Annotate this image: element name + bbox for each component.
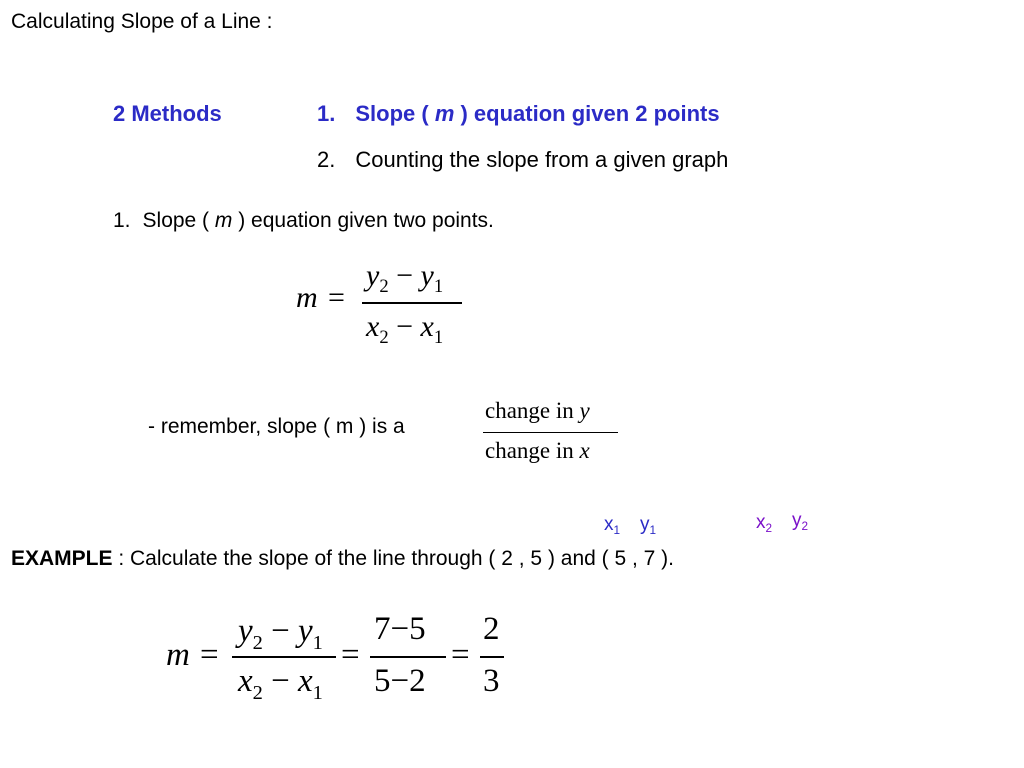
label-x1: x1 — [604, 514, 621, 537]
formula-x1: $x_1$ — [420, 310, 444, 349]
formula-equals: = — [328, 281, 345, 314]
calc-m: m — [166, 637, 190, 673]
formula-y2: $y_2$ — [366, 259, 389, 298]
formula-minus-top: − — [396, 259, 414, 292]
calc-denominator-values: 5−2 — [374, 663, 426, 699]
page-title: Calculating Slope of a Line : — [11, 10, 273, 33]
section-1-number: 1. — [113, 209, 131, 232]
formula-denominator — [366, 310, 444, 349]
label-x2: x2 — [756, 512, 773, 535]
calc-numerator-symbolic: $y_2 - y_1$ — [238, 613, 323, 654]
calc-result-denominator: 3 — [483, 663, 500, 699]
method-item-1 — [317, 101, 720, 127]
calc-denominator-symbolic: $x_2 - x_1$ — [238, 663, 323, 704]
method-2-number: 2. — [317, 147, 336, 172]
label-y1: y1 — [640, 514, 657, 537]
calc-equals-1: = — [200, 637, 219, 673]
example-label: EXAMPLE — [11, 547, 113, 570]
method-1-pre: Slope ( — [355, 101, 435, 126]
section-1-post: ) equation given two points. — [232, 209, 494, 232]
section-1-pre: Slope ( — [142, 209, 215, 232]
example-text: : Calculate the slope of the line through ( 2 , 5 ) and ( 5 , 7 ). — [112, 547, 674, 570]
change-fraction-bar — [483, 432, 618, 433]
example-line — [11, 547, 674, 571]
calc-bar-1 — [232, 656, 336, 658]
change-denominator: change in x — [485, 438, 590, 463]
formula-x2: $x_2$ — [366, 310, 389, 349]
formula-fraction-bar — [362, 302, 462, 304]
formula-y1: $y_1$ — [420, 259, 444, 298]
calc-bar-2 — [370, 656, 446, 658]
formula-m: m — [296, 281, 318, 314]
calc-equals-2: = — [341, 637, 360, 673]
calc-bar-3 — [480, 656, 504, 658]
remember-text: - remember, slope ( m ) is a — [148, 415, 405, 438]
method-1-var: m — [434, 101, 455, 126]
method-item-2 — [317, 147, 728, 173]
formula-minus-bottom: − — [396, 310, 414, 343]
methods-heading: 2 Methods — [113, 101, 222, 126]
calc-equals-3: = — [451, 637, 470, 673]
calc-numerator-values: 7−5 — [374, 611, 426, 647]
method-1-post: ) equation given 2 points — [454, 101, 720, 126]
section-1-var: m — [214, 209, 233, 232]
label-y2: y2 — [792, 510, 809, 533]
method-1-number: 1. — [317, 101, 336, 126]
change-numerator: change in y — [485, 398, 590, 423]
calc-result-numerator: 2 — [483, 611, 500, 647]
method-2-text: Counting the slope from a given graph — [355, 147, 729, 172]
formula-numerator — [366, 259, 444, 298]
section-1-heading — [113, 209, 494, 233]
